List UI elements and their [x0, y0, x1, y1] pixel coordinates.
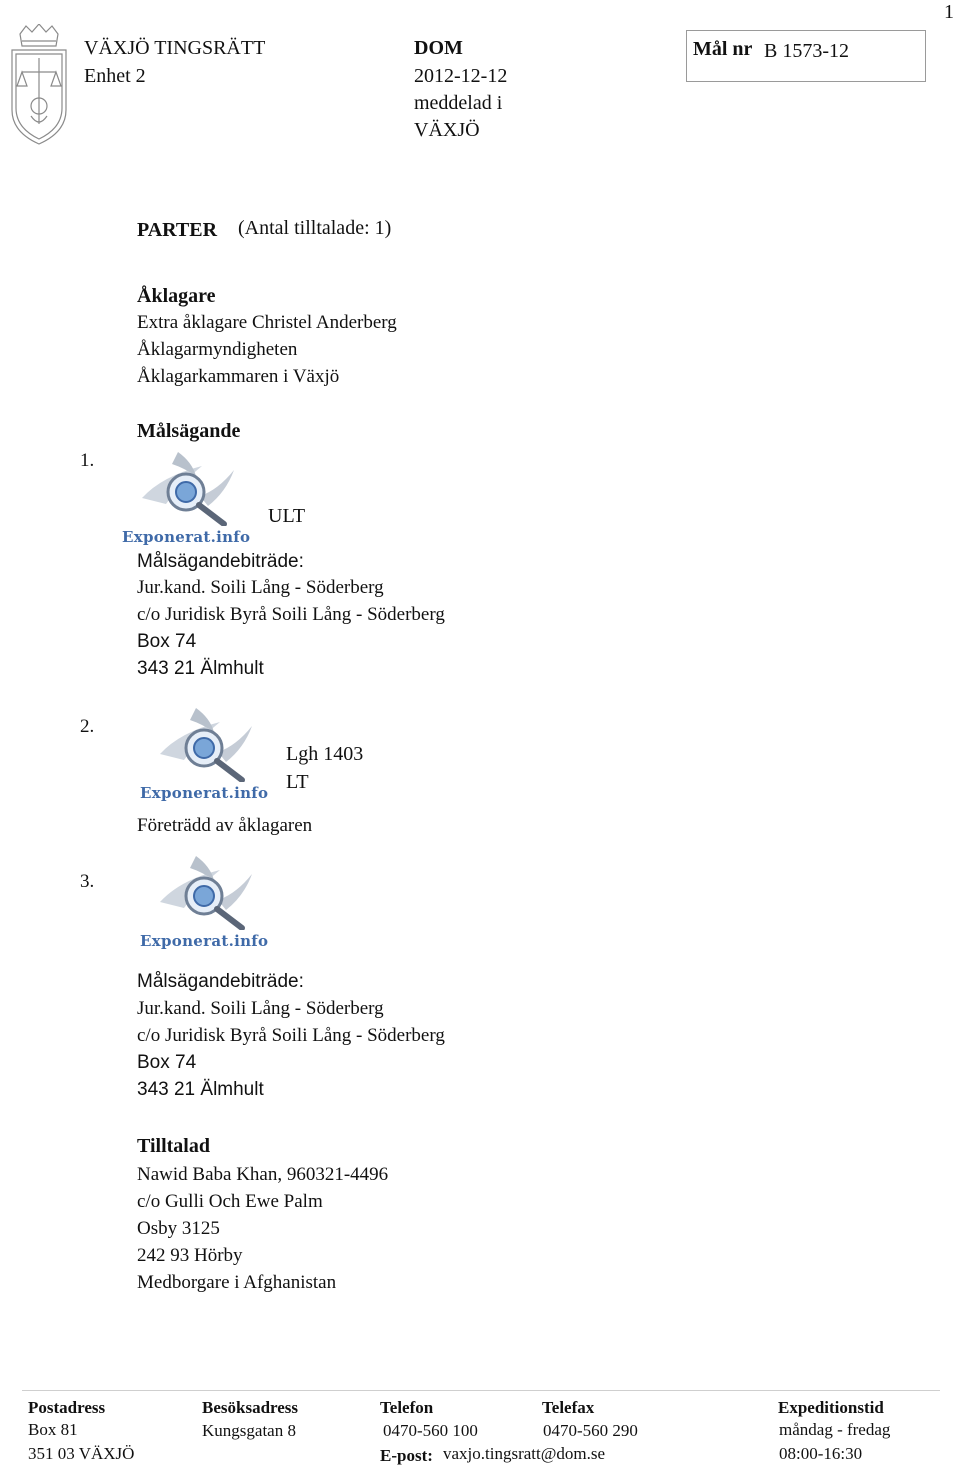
document-date: 2012-12-12 — [414, 65, 508, 87]
footer-postal-heading: Postadress — [28, 1398, 106, 1417]
redaction-watermark — [122, 446, 272, 546]
counsel-line: c/o Juridisk Byrå Soili Lång - Söderberg — [137, 604, 445, 625]
represented-by: Företrädd av åklagaren — [137, 815, 313, 836]
defendant-line: Medborgare i Afghanistan — [137, 1272, 337, 1293]
footer-divider — [22, 1390, 940, 1391]
plaintiff-number: 3. — [80, 871, 95, 892]
footer-fax-heading: Telefax — [542, 1398, 595, 1417]
page-number: 1 — [944, 1, 954, 23]
plaintiff-address-fragment: Lgh 1403 — [286, 743, 364, 765]
counsel-line: Målsägandebiträde: — [137, 551, 304, 572]
case-number-label: Mål nr — [693, 38, 753, 60]
court-seal-logo — [6, 24, 72, 148]
case-number-box — [686, 30, 926, 82]
defendant-line: Osby 3125 — [137, 1218, 220, 1239]
redaction-watermark — [140, 850, 290, 950]
prosecutor-line: Åklagarkammaren i Växjö — [137, 366, 340, 387]
prosecutor-heading: Åklagare — [137, 285, 216, 307]
footer-hours-time: 08:00-16:30 — [779, 1444, 863, 1463]
magnifier-icon — [140, 850, 290, 930]
document-type: DOM — [414, 37, 463, 59]
parties-heading: PARTER — [137, 219, 218, 241]
watermark-text: Exponerat.info — [140, 784, 269, 802]
counsel-line: Jur.kand. Soili Lång - Söderberg — [137, 577, 384, 598]
issued-label: meddelad i — [414, 92, 503, 114]
footer-phone-heading: Telefon — [380, 1398, 434, 1417]
footer-fax: 0470-560 290 — [543, 1421, 638, 1440]
footer-postal-line: 351 03 VÄXJÖ — [28, 1444, 135, 1463]
plaintiff-number: 1. — [80, 450, 95, 471]
footer-hours-heading: Expeditionstid — [778, 1398, 884, 1417]
prosecutor-line: Åklagarmyndigheten — [137, 339, 298, 360]
defendant-count-note: (Antal tilltalade: 1) — [238, 217, 392, 239]
defendant-heading: Tilltalad — [137, 1135, 210, 1157]
issued-place: VÄXJÖ — [414, 119, 480, 141]
counsel-line: 343 21 Älmhult — [137, 658, 264, 679]
counsel-line: Box 74 — [137, 1052, 197, 1073]
watermark-text: Exponerat.info — [122, 528, 251, 546]
counsel-line: 343 21 Älmhult — [137, 1079, 264, 1100]
footer-visit-heading: Besöksadress — [202, 1398, 299, 1417]
plaintiff-number: 2. — [80, 716, 95, 737]
footer-visit-line: Kungsgatan 8 — [202, 1421, 296, 1440]
magnifier-icon — [140, 702, 290, 782]
defendant-line: Nawid Baba Khan, 960321-4496 — [137, 1164, 389, 1185]
footer-hours-days: måndag - fredag — [779, 1420, 891, 1439]
footer-phone: 0470-560 100 — [383, 1421, 478, 1440]
counsel-line: Jur.kand. Soili Lång - Söderberg — [137, 998, 384, 1019]
court-unit: Enhet 2 — [84, 65, 146, 87]
footer-email-label: E-post: — [380, 1446, 433, 1465]
counsel-line: Box 74 — [137, 631, 197, 652]
plaintiff-name-fragment: LT — [286, 771, 309, 793]
magnifier-icon — [122, 446, 272, 526]
defendant-line: c/o Gulli Och Ewe Palm — [137, 1191, 323, 1212]
court-name: VÄXJÖ TINGSRÄTT — [84, 37, 266, 59]
watermark-text: Exponerat.info — [140, 932, 269, 950]
plaintiffs-heading: Målsägande — [137, 420, 241, 442]
footer-postal-line: Box 81 — [28, 1420, 78, 1439]
redaction-watermark — [140, 702, 290, 802]
footer-email: vaxjo.tingsratt@dom.se — [443, 1444, 606, 1463]
plaintiff-name-fragment: ULT — [268, 505, 306, 527]
counsel-line: Målsägandebiträde: — [137, 971, 304, 992]
case-number: B 1573-12 — [764, 40, 849, 62]
prosecutor-line: Extra åklagare Christel Anderberg — [137, 312, 397, 333]
counsel-line: c/o Juridisk Byrå Soili Lång - Söderberg — [137, 1025, 445, 1046]
defendant-line: 242 93 Hörby — [137, 1245, 243, 1266]
